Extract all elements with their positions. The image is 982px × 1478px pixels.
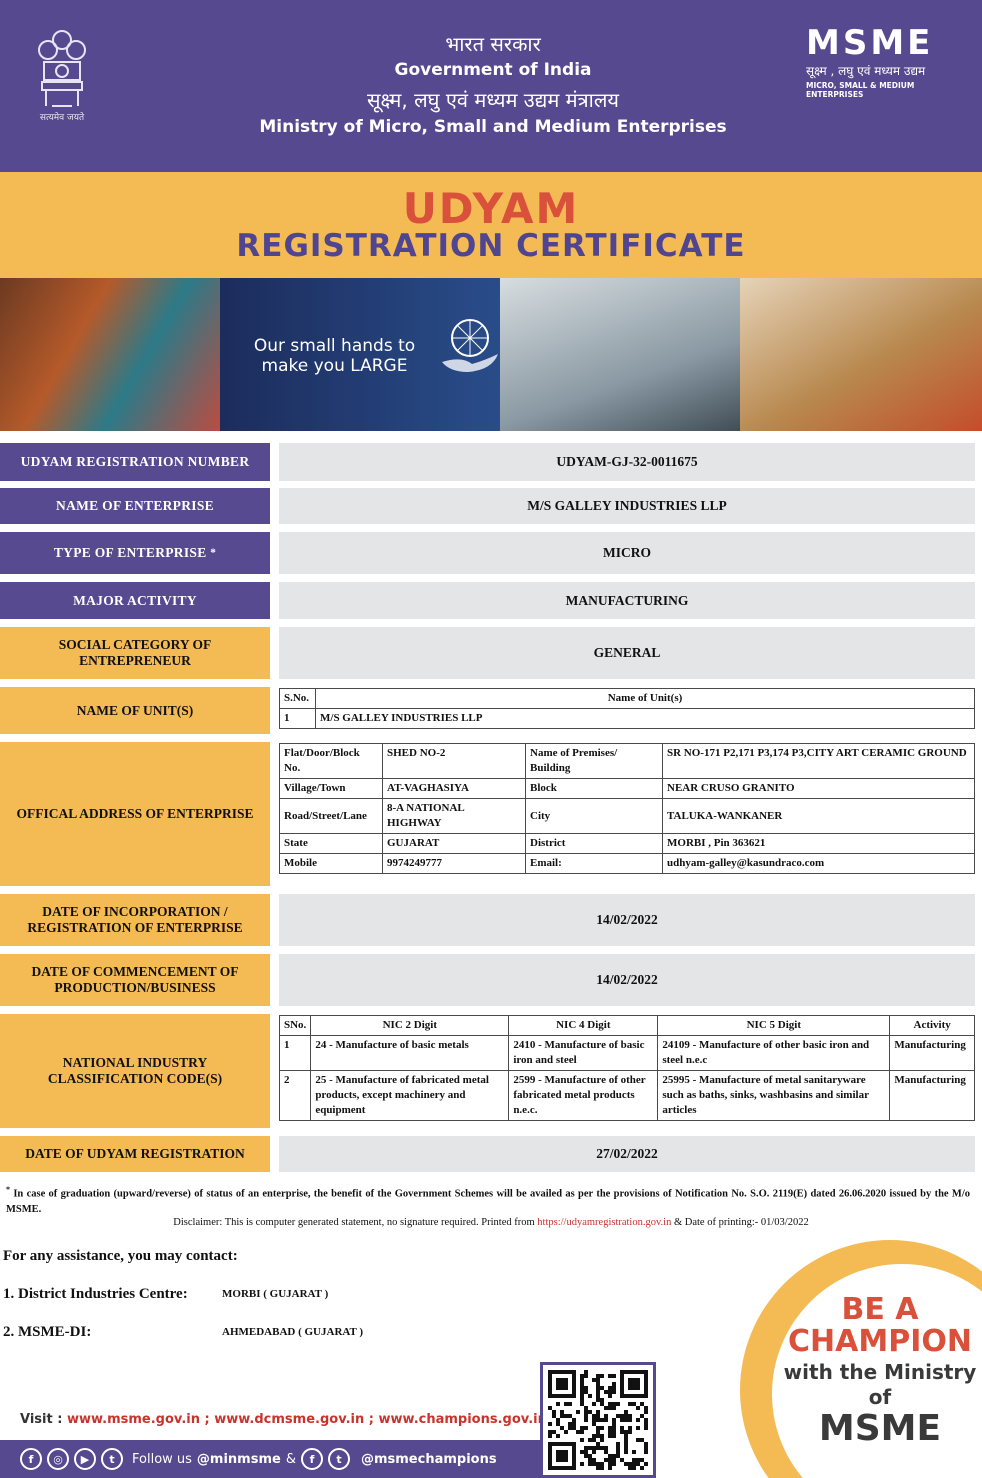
udyam-date-label: DATE OF UDYAM REGISTRATION xyxy=(0,1136,270,1172)
table-row xyxy=(280,799,975,834)
assistance-heading: For any assistance, you may contact: xyxy=(3,1248,238,1264)
office-photo xyxy=(500,278,760,431)
address-value: NEAR CRUSO GRANITO xyxy=(663,779,975,799)
msmedi-label: 2. MSME-DI: xyxy=(3,1324,92,1340)
address-value: SHED NO-2 xyxy=(383,744,526,779)
champion-subtitle: with the Ministry of xyxy=(783,1360,977,1409)
msme-logo-word: MSME xyxy=(806,23,934,63)
facebook-icon[interactable]: f xyxy=(301,1448,323,1470)
handle-separator: & xyxy=(285,1451,296,1467)
unit-col-name: Name of Unit(s) xyxy=(316,689,975,709)
msme-logo-hindi: सूक्ष्म , लघु एवं मध्यम उद्यम xyxy=(806,64,926,78)
msmedi-value: AHMEDABAD ( GUJARAT ) xyxy=(222,1326,364,1338)
address-key: Road/Street/Lane xyxy=(280,799,383,834)
unit-sno: 1 xyxy=(280,709,316,729)
address-key: City xyxy=(526,799,663,834)
footnote-mark: * xyxy=(6,1185,10,1194)
msme-logo xyxy=(806,23,956,99)
reg-number-value: UDYAM-GJ-32-0011675 xyxy=(279,443,975,481)
govt-english: Government of India xyxy=(394,60,592,80)
visit-label: Visit : xyxy=(20,1412,67,1427)
address-value: 8-A NATIONAL HIGHWAY xyxy=(383,799,526,834)
address-value: MORBI , Pin 363621 xyxy=(663,834,975,854)
address-value: SR NO-171 P2,171 P3,174 P3,CITY ART CERAMIC GROUND xyxy=(663,744,975,779)
reg-number-label: UDYAM REGISTRATION NUMBER xyxy=(0,443,270,481)
address-key: Flat/Door/Block No. xyxy=(280,744,383,779)
nic-col-activity: Activity xyxy=(890,1016,975,1036)
address-key: Name of Premises/ Building xyxy=(526,744,663,779)
youtube-icon[interactable]: ▶ xyxy=(74,1448,96,1470)
udyam-portal-link[interactable]: https://udyamregistration.gov.in xyxy=(537,1217,672,1228)
unit-col-sno: S.No. xyxy=(280,689,316,709)
govt-hindi: भारत सरकार xyxy=(445,32,541,56)
table-row xyxy=(280,1036,975,1071)
national-emblem-icon xyxy=(32,26,92,122)
enterprise-type-footnote-mark: * xyxy=(210,547,217,559)
udyam-date-value: 27/02/2022 xyxy=(279,1136,975,1172)
address-key: Email: xyxy=(526,854,663,874)
address-key: District xyxy=(526,834,663,854)
visit-line xyxy=(20,1412,547,1427)
disclaimer-text: Disclaimer: This is computer generated statement, no signature required. Printed from xyxy=(173,1217,538,1228)
nic-col-4digit: NIC 4 Digit xyxy=(509,1016,658,1036)
printing-date-text: & Date of printing:- 01/03/2022 xyxy=(671,1217,809,1228)
address-value: GUJARAT xyxy=(383,834,526,854)
address-label: OFFICAL ADDRESS OF ENTERPRISE xyxy=(0,742,270,886)
enterprise-name-value: M/S GALLEY INDUSTRIES LLP xyxy=(279,488,975,524)
title-certificate: REGISTRATION CERTIFICATE xyxy=(236,228,746,264)
nic-codes-label: NATIONAL INDUSTRY CLASSIFICATION CODE(S) xyxy=(0,1014,270,1128)
address-table xyxy=(279,743,975,874)
handle-msmechampions[interactable]: @msmechampions xyxy=(360,1451,497,1467)
address-key: Village/Town xyxy=(280,779,383,799)
commencement-date-value: 14/02/2022 xyxy=(279,954,975,1006)
nic-4digit: 2599 - Manufacture of other fabricated metal products n.e.c. xyxy=(509,1071,658,1121)
dic-label: 1. District Industries Centre: xyxy=(3,1286,188,1302)
champion-msme: MSME xyxy=(818,1408,942,1449)
twitter-icon[interactable]: t xyxy=(328,1448,350,1470)
address-key: State xyxy=(280,834,383,854)
banner-slogan: Our small hands to make you LARGE xyxy=(253,336,416,376)
nic-5digit: 24109 - Manufacture of other basic iron and steel n.e.c xyxy=(658,1036,890,1071)
instagram-icon[interactable]: ◎ xyxy=(47,1448,69,1470)
emblem-caption: सत्यमेव जयते xyxy=(39,113,85,123)
address-key: Block xyxy=(526,779,663,799)
champion-title: BE A CHAMPION xyxy=(788,1292,972,1359)
table-row xyxy=(280,709,975,729)
nic-codes-table xyxy=(279,1015,975,1121)
farm-photo xyxy=(740,278,982,431)
follow-label: Follow us xyxy=(132,1451,192,1467)
table-row xyxy=(280,1071,975,1121)
handle-minmsme[interactable]: @minmsme xyxy=(196,1451,281,1467)
nic-2digit: 25 - Manufacture of fabricated metal products, except machinery and equipment xyxy=(311,1071,509,1121)
twitter-icon[interactable]: t xyxy=(101,1448,123,1470)
nic-2digit: 24 - Manufacture of basic metals xyxy=(311,1036,509,1071)
major-activity-label: MAJOR ACTIVITY xyxy=(0,582,270,619)
enterprise-name-label: NAME OF ENTERPRISE xyxy=(0,488,270,524)
nic-activity: Manufacturing xyxy=(890,1071,975,1121)
disclaimer xyxy=(0,1217,982,1228)
ministry-hindi: सूक्ष्म, लघु एवं मध्यम उद्यम मंत्रालय xyxy=(367,88,619,112)
nic-sno: 1 xyxy=(280,1036,311,1071)
unit-names-table xyxy=(279,688,975,729)
nic-col-5digit: NIC 5 Digit xyxy=(658,1016,890,1036)
incorporation-date-label: DATE OF INCORPORATION / REGISTRATION OF ENTERPRISE xyxy=(0,894,270,946)
nic-col-2digit: NIC 2 Digit xyxy=(311,1016,509,1036)
dic-value: MORBI ( GUJARAT ) xyxy=(222,1288,329,1300)
major-activity-value: MANUFACTURING xyxy=(279,582,975,619)
table-row xyxy=(280,744,975,779)
table-row xyxy=(280,854,975,874)
nic-sno: 2 xyxy=(280,1071,311,1121)
visit-links[interactable]: www.msme.gov.in ; www.dcmsme.gov.in ; www.champions.gov.in xyxy=(66,1412,547,1427)
enterprise-type-label xyxy=(0,532,270,574)
social-follow-bar xyxy=(0,1440,540,1478)
address-value: 9974249777 xyxy=(383,854,526,874)
artisan-photo xyxy=(0,278,230,431)
social-category-label: SOCIAL CATEGORY OF ENTREPRENEUR xyxy=(0,627,270,679)
footnote-text: In case of graduation (upward/reverse) of status of an enterprise, the benefit of the Government Schemes will be availed as per the provisions of Notification No. S.O. 2119(E) dated 26.06.2020 issued by the M/o MSME. xyxy=(6,1188,970,1215)
social-category-value: GENERAL xyxy=(279,627,975,679)
commencement-date-label: DATE OF COMMENCEMENT OF PRODUCTION/BUSINESS xyxy=(0,954,270,1006)
unit-names-label: NAME OF UNIT(S) xyxy=(0,687,270,734)
header-banner xyxy=(0,0,982,172)
nic-activity: Manufacturing xyxy=(890,1036,975,1071)
msme-logo-subtitle: MICRO, SMALL & MEDIUM ENTERPRISES xyxy=(806,81,915,99)
table-row xyxy=(280,834,975,854)
title-band xyxy=(0,172,982,278)
nic-5digit: 25995 - Manufacture of metal sanitaryware such as baths, sinks, washbasins and similar articles xyxy=(658,1071,890,1121)
enterprise-type-label-text: TYPE OF ENTERPRISE xyxy=(53,545,207,560)
nic-col-sno: SNo. xyxy=(280,1016,311,1036)
ministry-english: Ministry of Micro, Small and Medium Enterprises xyxy=(259,117,727,137)
title-udyam: UDYAM xyxy=(402,184,580,233)
chakra-hand-icon xyxy=(440,314,500,374)
facebook-icon[interactable]: f xyxy=(20,1448,42,1470)
address-value: TALUKA-WANKANER xyxy=(663,799,975,834)
incorporation-date-value: 14/02/2022 xyxy=(279,894,975,946)
qr-code xyxy=(540,1362,656,1478)
unit-name: M/S GALLEY INDUSTRIES LLP xyxy=(316,709,975,729)
photo-banner xyxy=(0,278,982,431)
table-row xyxy=(280,779,975,799)
address-value: udhyam-galley@kasundraco.com xyxy=(663,854,975,874)
address-key: Mobile xyxy=(280,854,383,874)
address-value: AT-VAGHASIYA xyxy=(383,779,526,799)
footnote xyxy=(6,1182,970,1217)
nic-4digit: 2410 - Manufacture of basic iron and steel xyxy=(509,1036,658,1071)
enterprise-type-value: MICRO xyxy=(279,532,975,574)
